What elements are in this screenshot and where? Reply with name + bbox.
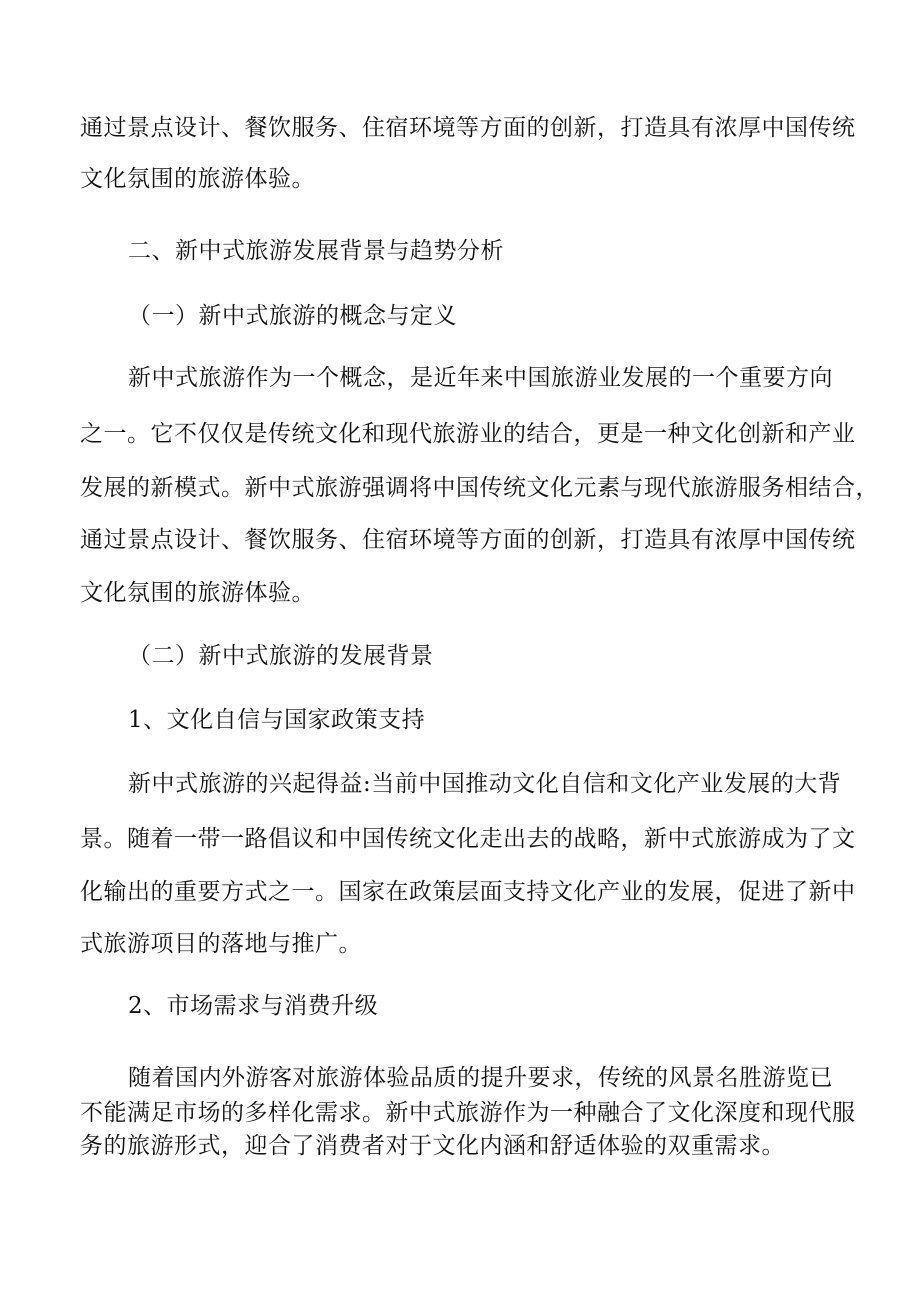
paragraph-line: 新中式旅游作为一个概念，是近年来中国旅游业发展的一个重要方向 [128, 365, 833, 391]
paragraph-line: 务的旅游形式，迎合了消费者对于文化内涵和舒适体验的双重需求。 [80, 1133, 785, 1159]
paragraph-line: 景。随着一带一路倡议和中国传统文化走出去的战略，新中式旅游成为了文 [80, 826, 856, 852]
paragraph-line: 随着国内外游客对旅游体验品质的提升要求，传统的风景名胜游览已 [128, 1065, 833, 1091]
paragraph-line: 发展的新模式。新中式旅游强调将中国传统文化元素与现代旅游服务相结合， [80, 475, 879, 501]
numbered-heading: 2、市场需求与消费升级 [128, 993, 379, 1019]
paragraph-line: 之一。它不仅仅是传统文化和现代旅游业的结合，更是一种文化创新和产业 [80, 421, 856, 447]
numbered-heading: 1、文化自信与国家政策支持 [128, 707, 426, 733]
paragraph-line: 通过景点设计、餐饮服务、住宿环境等方面的创新，打造具有浓厚中国传统 [80, 115, 856, 141]
section-heading: 二、新中式旅游发展背景与趋势分析 [128, 238, 504, 264]
paragraph-line: 新中式旅游的兴起得益:当前中国推动文化自信和文化产业发展的大背 [128, 771, 842, 797]
subsection-heading: （一）新中式旅游的概念与定义 [128, 303, 457, 329]
paragraph-line: 文化氛围的旅游体验。 [80, 580, 315, 606]
paragraph-line: 式旅游项目的落地与推广。 [80, 931, 362, 957]
paragraph-line: 化输出的重要方式之一。国家在政策层面支持文化产业的发展，促进了新中 [80, 879, 856, 905]
subsection-heading: （二）新中式旅游的发展背景 [128, 643, 434, 669]
paragraph-line: 文化氛围的旅游体验。 [80, 166, 315, 192]
paragraph-line: 通过景点设计、餐饮服务、住宿环境等方面的创新，打造具有浓厚中国传统 [80, 527, 856, 553]
paragraph-line: 不能满足市场的多样化需求。新中式旅游作为一种融合了文化深度和现代服 [80, 1100, 856, 1126]
